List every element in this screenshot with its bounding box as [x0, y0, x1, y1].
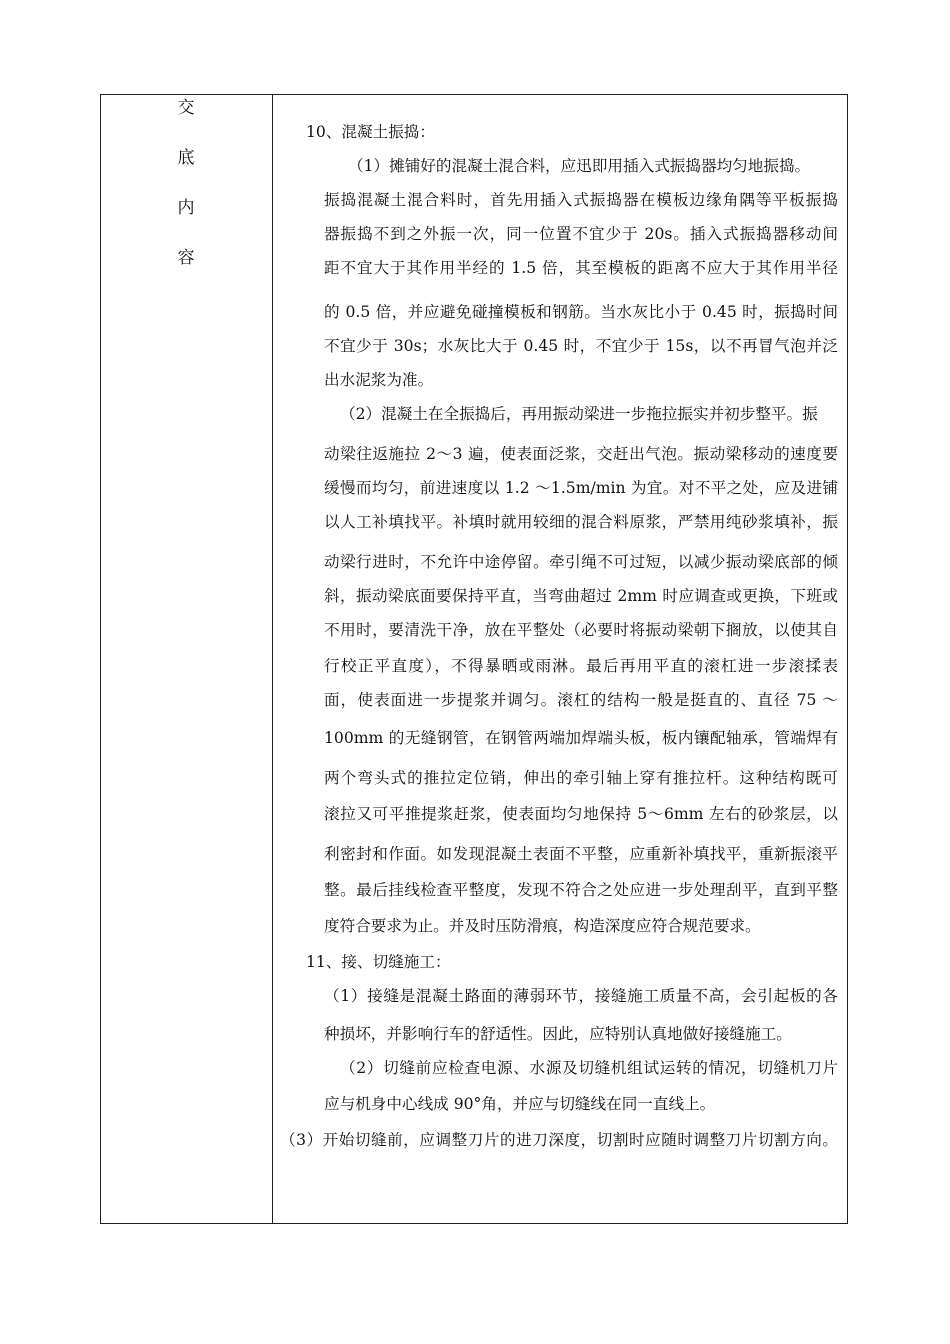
paragraph-line: 动梁往返施拉 2～3 遍，使表面泛浆，交赶出气泡。振动梁移动的速度要 [324, 445, 838, 463]
section-heading: 11、接、切缝施工： [306, 953, 451, 971]
paragraph-line: （2）混凝土在全振捣后，再用振动梁进一步拖拉振实并初步整平。振 [340, 405, 818, 423]
paragraph-line: 动梁行进时，不允许中途停留。牵引绳不可过短，以减少振动梁底部的倾 [324, 553, 838, 571]
paragraph-line: 面，使表面进一步提浆并调匀。滚杠的结构一般是挺直的、直径 75 ～ [324, 691, 838, 709]
paragraph-line: 不用时，要清洗干净，放在平整处（必要时将振动梁朝下搁放，以使其自 [324, 621, 838, 639]
paragraph-line: 行校正平直度），不得暴晒或雨淋。最后再用平直的滚杠进一步滚揉表 [324, 657, 838, 675]
label-char: 容 [177, 248, 195, 268]
paragraph-line: 的 0.5 倍，并应避免碰撞模板和钢筋。当水灰比小于 0.45 时，振捣时间 [324, 303, 838, 321]
paragraph-line: 斜，振动梁底面要保持平直，当弯曲超过 2mm 时应调查或更换，下班或 [324, 587, 838, 605]
paragraph-line: 两个弯头式的推拉定位销，伸出的牵引轴上穿有推拉杆。这种结构既可 [324, 769, 838, 787]
label-char: 底 [177, 148, 195, 168]
paragraph-line: 距不宜大于其作用半经的 1.5 倍，其至模板的距离不应大于其作用半径 [324, 259, 838, 277]
paragraph-line: 100mm 的无缝钢管，在钢管两端加焊端头板，板内镶配轴承，管端焊有 [324, 729, 838, 747]
section-heading: 10、混凝土振捣： [306, 123, 435, 141]
label-char: 内 [177, 198, 195, 218]
column-divider [272, 94, 273, 1224]
paragraph-line: 滚拉又可平推提浆赶浆，使表面均匀地保持 5～6mm 左右的砂浆层，以 [324, 805, 838, 823]
paragraph-line: （1）接缝是混凝土路面的薄弱环节，接缝施工质量不高，会引起板的各 [324, 987, 838, 1005]
paragraph-line: 利密封和作面。如发现混凝土表面不平整，应重新补填找平，重新振滚平 [324, 845, 838, 863]
paragraph-line: 以人工补填找平。补填时就用较细的混合料原浆，严禁用纯砂浆填补，振 [324, 513, 838, 531]
paragraph-line: 振捣混凝土混合料时，首先用插入式振捣器在模板边缘角隅等平板振捣 [324, 191, 838, 209]
paragraph-line: 缓慢而均匀，前进速度以 1.2 ～1.5m/min 为宜。对不平之处，应及进铺 [324, 479, 838, 497]
paragraph-line: 不宜少于 30s；水灰比大于 0.45 时，不宜少于 15s，以不再冒气泡并泛 [324, 337, 838, 355]
paragraph-line: 出水泥浆为准。 [324, 371, 434, 389]
paragraph-line: 应与机身中心线成 90°角，并应与切缝线在同一直线上。 [324, 1095, 716, 1113]
paragraph-line: （2）切缝前应检查电源、水源及切缝机组试运转的情况，切缝机刀片 [340, 1059, 838, 1077]
paragraph-line: （1）摊铺好的混凝土混合料，应迅即用插入式振捣器均匀地振捣。 [348, 157, 811, 175]
paragraph-line: 器振捣不到之外振一次，同一位置不宜少于 20s。插入式振捣器移动间 [324, 225, 838, 243]
paragraph-line: 种损坏，并影响行车的舒适性。因此，应特别认真地做好接缝施工。 [324, 1025, 792, 1043]
paragraph-line: 度符合要求为止。并及时压防滑痕，构造深度应符合规范要求。 [324, 917, 761, 935]
paragraph-line: （3）开始切缝前，应调整刀片的进刀深度，切割时应随时调整刀片切割方向。 [280, 1131, 838, 1149]
label-char: 交 [177, 98, 195, 118]
paragraph-line: 整。最后挂线检查平整度，发现不符合之处应进一步处理刮平，直到平整 [324, 881, 838, 899]
